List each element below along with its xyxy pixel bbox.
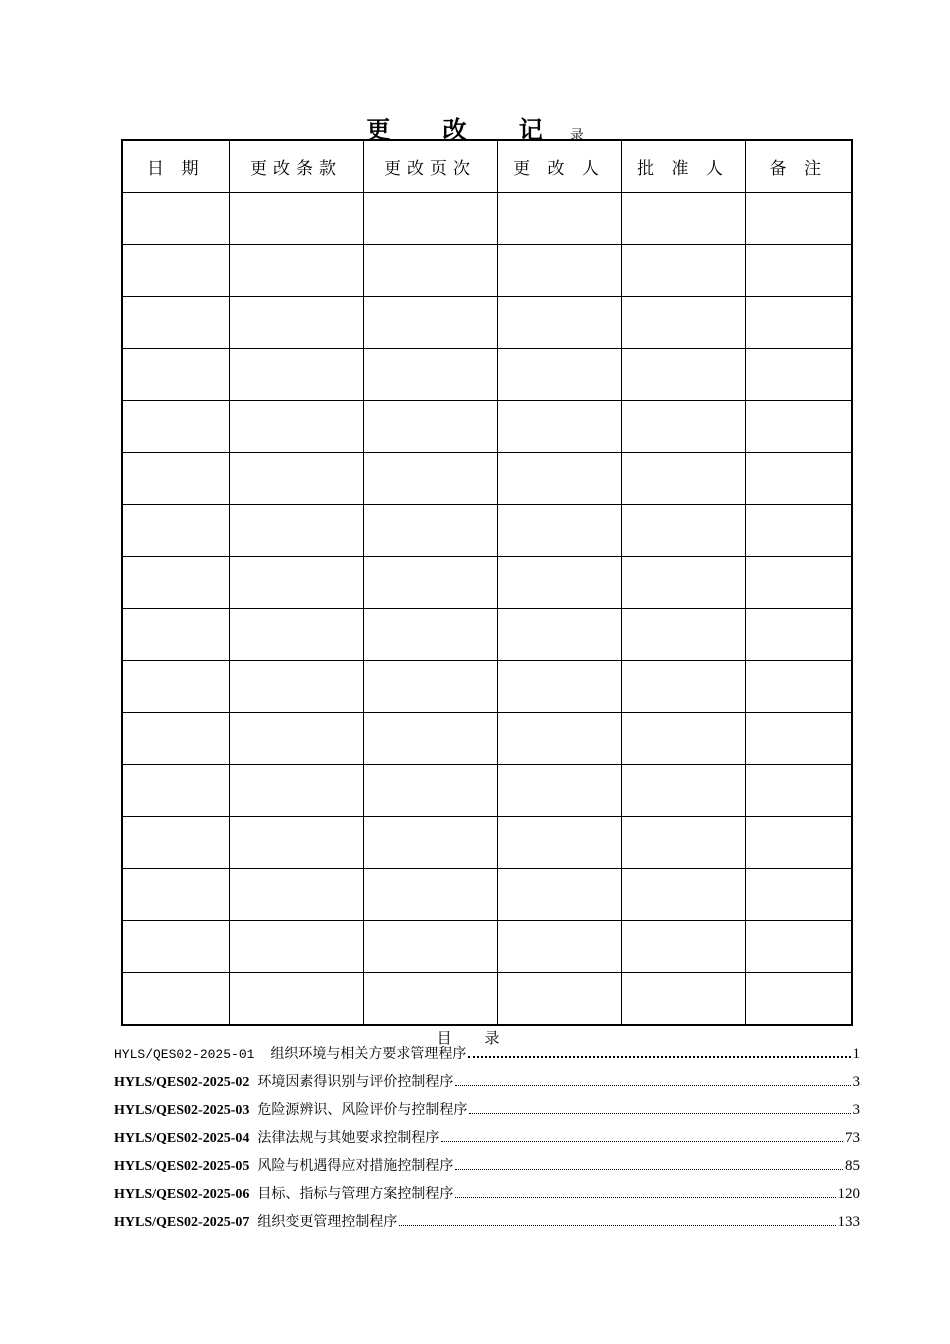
toc-heading: 目 录: [436, 1029, 514, 1047]
table-cell[interactable]: [621, 193, 745, 245]
table-cell[interactable]: [745, 661, 852, 713]
table-cell[interactable]: [745, 505, 852, 557]
table-cell[interactable]: [621, 297, 745, 349]
table-cell[interactable]: [745, 609, 852, 661]
table-cell[interactable]: [363, 609, 497, 661]
header-clause: 更改条款: [229, 140, 363, 193]
table-header-row: [122, 140, 852, 193]
table-cell[interactable]: [122, 557, 229, 609]
table-cell[interactable]: [497, 765, 621, 817]
toc-page: 73: [845, 1130, 860, 1146]
table-cell[interactable]: [229, 973, 363, 1026]
table-row: [122, 349, 852, 401]
change-record-table: [121, 139, 853, 1026]
toc-page: 3: [852, 1074, 860, 1090]
table-cell[interactable]: [497, 349, 621, 401]
table-cell[interactable]: [122, 297, 229, 349]
table-cell[interactable]: [122, 453, 229, 505]
table-cell[interactable]: [497, 505, 621, 557]
table-cell[interactable]: [497, 869, 621, 921]
table-cell[interactable]: [229, 661, 363, 713]
table-cell[interactable]: [745, 245, 852, 297]
table-row: [122, 401, 852, 453]
table-cell[interactable]: [363, 765, 497, 817]
table-cell[interactable]: [229, 869, 363, 921]
toc-code: HYLS/QES02-2025-01: [114, 1047, 255, 1062]
table-cell[interactable]: [122, 349, 229, 401]
toc-name: 危险源辨识、风险评价与控制程序: [257, 1102, 468, 1118]
table-cell[interactable]: [229, 557, 363, 609]
table-row: [122, 869, 852, 921]
table-cell[interactable]: [497, 661, 621, 713]
table-cell[interactable]: [122, 765, 229, 817]
table-cell[interactable]: [363, 505, 497, 557]
table-cell[interactable]: [363, 869, 497, 921]
table-row: [122, 453, 852, 505]
toc-page: 120: [837, 1186, 860, 1202]
table-cell[interactable]: [745, 869, 852, 921]
table-cell[interactable]: [745, 557, 852, 609]
toc-page: 85: [845, 1158, 860, 1174]
toc-leader: [399, 1224, 835, 1226]
header-page: 更改页次: [363, 140, 497, 193]
table-cell[interactable]: [363, 973, 497, 1026]
table-cell[interactable]: [363, 713, 497, 765]
table-cell[interactable]: [497, 973, 621, 1026]
table-cell[interactable]: [363, 401, 497, 453]
toc-entry[interactable]: [114, 1127, 860, 1155]
table-cell[interactable]: [363, 349, 497, 401]
table-cell[interactable]: [497, 297, 621, 349]
toc-name: 组织变更管理控制程序: [257, 1214, 398, 1230]
header-remarks: 备 注: [745, 140, 852, 193]
table-cell[interactable]: [229, 349, 363, 401]
table-row: [122, 973, 852, 1026]
table-cell[interactable]: [363, 817, 497, 869]
table-cell[interactable]: [497, 557, 621, 609]
table-cell[interactable]: [621, 401, 745, 453]
table-cell[interactable]: [229, 245, 363, 297]
table-row: [122, 193, 852, 245]
table-cell[interactable]: [621, 245, 745, 297]
table-cell[interactable]: [621, 661, 745, 713]
table-cell[interactable]: [229, 713, 363, 765]
table-cell[interactable]: [621, 453, 745, 505]
toc-entry[interactable]: [114, 1155, 860, 1183]
header-approver: 批 准 人: [621, 140, 745, 193]
table-cell[interactable]: [122, 921, 229, 973]
toc-code: HYLS/QES02-2025-03: [114, 1103, 250, 1118]
table-cell[interactable]: [122, 193, 229, 245]
table-row: [122, 557, 852, 609]
toc-page: 133: [837, 1214, 860, 1230]
table-row: [122, 297, 852, 349]
table-cell[interactable]: [363, 453, 497, 505]
table-cell[interactable]: [621, 765, 745, 817]
toc-leader: [469, 1112, 850, 1114]
toc-entry[interactable]: [114, 1071, 860, 1099]
toc-name: 法律法规与其她要求控制程序: [257, 1130, 440, 1146]
toc-leader: [468, 1055, 850, 1058]
table-cell[interactable]: [229, 297, 363, 349]
table-cell[interactable]: [122, 245, 229, 297]
toc-code: HYLS/QES02-2025-02: [114, 1075, 250, 1090]
table-cell[interactable]: [122, 869, 229, 921]
header-changer: 更 改 人: [497, 140, 621, 193]
table-cell[interactable]: [122, 505, 229, 557]
table-cell[interactable]: [122, 661, 229, 713]
table-cell[interactable]: [363, 245, 497, 297]
table-cell[interactable]: [122, 817, 229, 869]
table-cell[interactable]: [621, 869, 745, 921]
toc-code: HYLS/QES02-2025-04: [114, 1131, 250, 1146]
table-cell[interactable]: [497, 401, 621, 453]
title-main: 更 改 记: [366, 116, 565, 144]
table-row: [122, 921, 852, 973]
table-cell[interactable]: [497, 453, 621, 505]
table-cell[interactable]: [497, 817, 621, 869]
table-cell[interactable]: [745, 713, 852, 765]
table-cell[interactable]: [363, 193, 497, 245]
toc-name: 环境因素得识别与评价控制程序: [257, 1074, 454, 1090]
toc-code: HYLS/QES02-2025-06: [114, 1187, 250, 1202]
table-row: [122, 713, 852, 765]
table-cell[interactable]: [497, 609, 621, 661]
table-row: [122, 505, 852, 557]
toc-leader: [455, 1196, 835, 1198]
toc-leader: [441, 1140, 843, 1142]
table-cell[interactable]: [229, 765, 363, 817]
toc-entry[interactable]: [114, 1183, 860, 1211]
table-cell[interactable]: [229, 193, 363, 245]
table-cell[interactable]: [363, 921, 497, 973]
table-cell[interactable]: [229, 921, 363, 973]
table-cell[interactable]: [621, 817, 745, 869]
table-cell[interactable]: [745, 349, 852, 401]
table-cell[interactable]: [745, 765, 852, 817]
toc-name: 风险与机遇得应对措施控制程序: [257, 1158, 454, 1174]
page-title: [0, 110, 950, 144]
table-cell[interactable]: [621, 557, 745, 609]
table-cell[interactable]: [745, 193, 852, 245]
table-cell[interactable]: [745, 921, 852, 973]
table-cell[interactable]: [497, 713, 621, 765]
table-cell[interactable]: [745, 817, 852, 869]
table-cell[interactable]: [621, 505, 745, 557]
table-cell[interactable]: [497, 245, 621, 297]
header-date: 日 期: [122, 140, 229, 193]
table-cell[interactable]: [621, 713, 745, 765]
table-cell[interactable]: [229, 609, 363, 661]
table-cell[interactable]: [621, 609, 745, 661]
table-cell[interactable]: [745, 973, 852, 1026]
table-cell[interactable]: [229, 453, 363, 505]
table-cell[interactable]: [229, 401, 363, 453]
table-row: [122, 609, 852, 661]
table-cell[interactable]: [745, 401, 852, 453]
table-cell[interactable]: [122, 401, 229, 453]
table-cell[interactable]: [363, 557, 497, 609]
title-suffix: 录: [569, 128, 584, 144]
table-cell[interactable]: [745, 453, 852, 505]
toc-leader: [455, 1084, 850, 1086]
table-cell[interactable]: [363, 297, 497, 349]
table-cell[interactable]: [745, 297, 852, 349]
table-cell[interactable]: [363, 661, 497, 713]
table-row: [122, 817, 852, 869]
toc-entry[interactable]: [114, 1099, 860, 1127]
table-cell[interactable]: [621, 973, 745, 1026]
toc-name: 组织环境与相关方要求管理程序: [270, 1046, 467, 1062]
toc-leader: [455, 1168, 843, 1170]
toc-page: 1: [852, 1046, 860, 1062]
table-row: [122, 661, 852, 713]
table-cell[interactable]: [122, 713, 229, 765]
toc-code: HYLS/QES02-2025-05: [114, 1159, 250, 1174]
toc-entry[interactable]: [114, 1211, 860, 1239]
table-cell[interactable]: [497, 193, 621, 245]
toc-code: HYLS/QES02-2025-07: [114, 1215, 250, 1230]
toc-page: 3: [852, 1102, 860, 1118]
table-row: [122, 765, 852, 817]
table-cell[interactable]: [229, 505, 363, 557]
table-of-contents: [114, 1043, 860, 1239]
table-body: [122, 193, 852, 1026]
toc-entry[interactable]: [114, 1043, 860, 1071]
toc-name: 目标、指标与管理方案控制程序: [257, 1186, 454, 1202]
table-cell[interactable]: [621, 349, 745, 401]
table-cell[interactable]: [497, 921, 621, 973]
table-cell[interactable]: [621, 921, 745, 973]
table-cell[interactable]: [122, 609, 229, 661]
table-cell[interactable]: [122, 973, 229, 1026]
table-cell[interactable]: [229, 817, 363, 869]
table-row: [122, 245, 852, 297]
